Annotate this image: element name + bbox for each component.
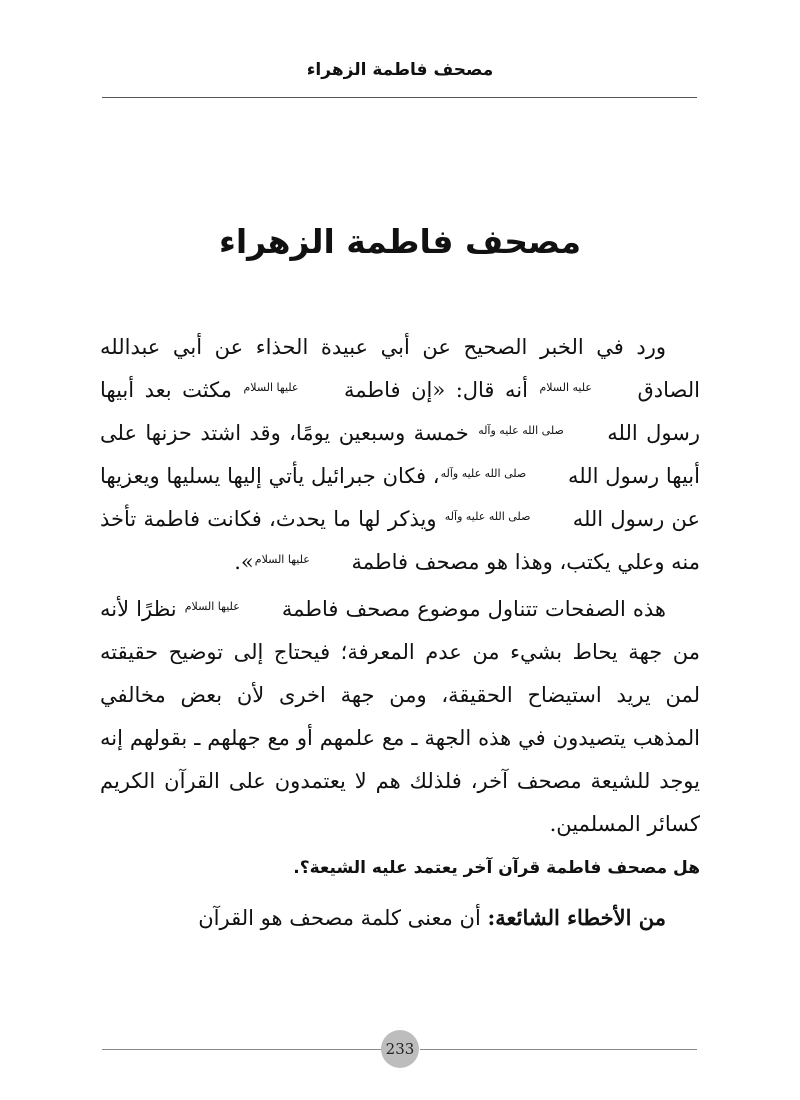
- paragraph-1-text-3: مكثت بعد أبيها رسول الله: [100, 378, 700, 445]
- paragraph-1-text-6: ويذكر لها ما يحدث، فكانت فاطمة تأخذ منه وعلي يكتب، وهذا هو مصحف فاطمة: [100, 507, 700, 574]
- paragraph-2-text-2: نظرًا لأنه من جهة يحاط بشيء من عدم المعرفة؛ فيحتاج إلى توضيح حقيقته لمن يريد استيضاح الحقيقة، ومن جهة اخرى لأن بعض مخالفي المذهب يتصيدون في هذه الجهة ـ مع علمهم أو مع جهلهم ـ بقولهم إنه يوجد للشيعة مصحف آخر، فلذلك هم لا يعتمدون على القرآن الكريم كسائر المسلمين.: [100, 597, 700, 836]
- honorific-fatima: عليها السلام: [254, 553, 310, 566]
- footer-divider-left: [102, 1049, 381, 1050]
- honorific-fatima: عليها السلام: [184, 600, 240, 613]
- header-divider: [102, 97, 697, 98]
- paragraph-3: [100, 896, 700, 940]
- paragraph-1-text-5: ، فكان جبرائيل يأتي إليها يسليها ويعزيها عن رسول الله: [100, 464, 700, 531]
- body-text: [100, 326, 700, 940]
- page-number-badge: 233: [381, 1030, 419, 1068]
- paragraph-1: [100, 326, 700, 584]
- paragraph-2-text-1: هذه الصفحات تتناول موضوع مصحف فاطمة: [281, 597, 666, 621]
- footer-divider-right: [420, 1049, 697, 1050]
- section-subheading: هل مصحف فاطمة قرآن آخر يعتمد عليه الشيعة؟.: [293, 858, 700, 878]
- paragraph-3-text: أن معنى كلمة مصحف هو القرآن: [198, 906, 481, 930]
- honorific-prophet: صلى الله عليه وآله: [440, 467, 527, 480]
- paragraph-1-text-4: خمسة وسبعين يومًا، وقد اشتد حزنها على أبيها رسول الله: [100, 421, 700, 488]
- honorific-prophet: صلى الله عليه وآله: [478, 424, 564, 437]
- honorific-imam: عليه السلام: [539, 381, 592, 394]
- paragraph-1-text-2: أنه قال: «إن فاطمة: [344, 378, 528, 402]
- paragraph-1-text-7: ».: [234, 550, 254, 574]
- running-header: مصحف فاطمة الزهراء: [306, 60, 494, 80]
- paragraph-1-text-1: ورد في الخبر الصحيح عن أبي عبيدة الحذاء عن أبي عبدالله الصادق: [100, 335, 700, 402]
- paragraph-2: [100, 588, 700, 846]
- honorific-fatima: عليها السلام: [243, 381, 299, 394]
- chapter-title: مصحف فاطمة الزهراء: [218, 222, 582, 261]
- honorific-prophet: صلى الله عليه وآله: [444, 510, 531, 523]
- paragraph-3-lead: من الأخطاء الشائعة:: [487, 905, 666, 930]
